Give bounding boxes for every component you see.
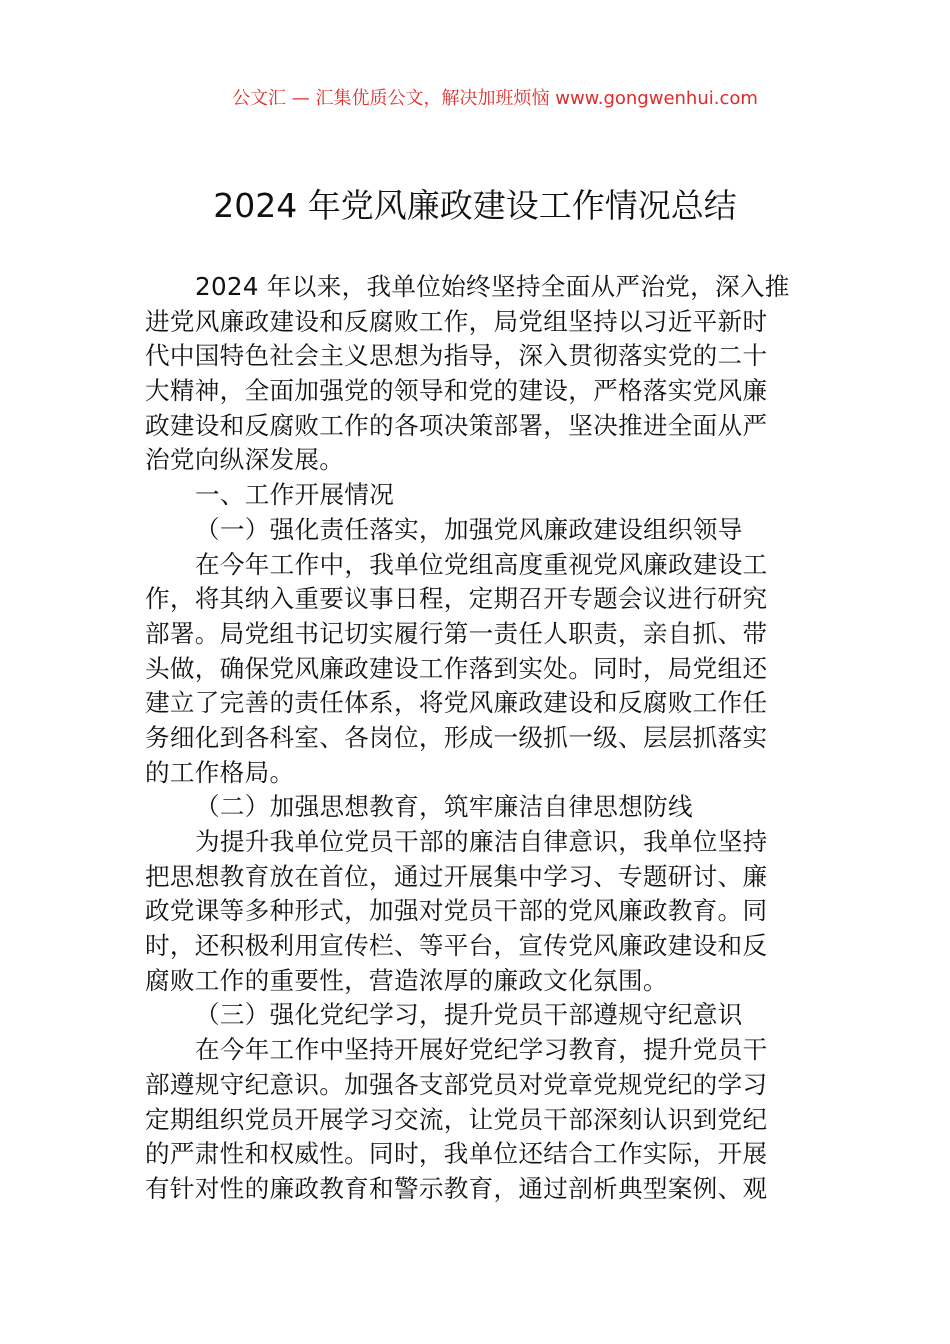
text-line: 作，将其纳入重要议事日程，定期召开专题会议进行研究 (145, 584, 768, 614)
text-line: 一、工作开展情况 (195, 480, 395, 510)
document-body (145, 270, 810, 1207)
text-line: 部遵规守纪意识。加强各支部党员对党章党规党纪的学习 (145, 1069, 768, 1099)
text-line: 为提升我单位党员干部的廉洁自律意识，我单位坚持 (195, 827, 768, 856)
text-line: 务细化到各科室、各岗位，形成一级抓一级、层层抓落实 (145, 722, 768, 752)
text-line: 政建设和反腐败工作的各项决策部署，坚决推进全面从严 (145, 410, 768, 440)
text-line: 2024 年以来，我单位始终坚持全面从严治党，深入推 (195, 272, 790, 301)
site-header-banner: 公文汇 — 汇集优质公文，解决加班烦恼 www.gongwenhui.com (232, 88, 758, 109)
text-line: 政党课等多种形式，加强对党员干部的党风廉政教育。同 (145, 896, 768, 926)
text-line: 在今年工作中坚持开展好党纪学习教育，提升党员干 (195, 1035, 768, 1065)
text-line: 进党风廉政建设和反腐败工作，局党组坚持以习近平新时 (145, 306, 768, 336)
text-line: （二）加强思想教育，筑牢廉洁自律思想防线 (195, 792, 693, 822)
text-line: 治党向纵深发展。 (145, 445, 345, 475)
text-line: （三）强化党纪学习，提升党员干部遵规守纪意识 (195, 1000, 743, 1030)
text-line: 大精神，全面加强党的领导和党的建设，严格落实党风廉 (145, 376, 768, 406)
text-line: （一）强化责任落实，加强党风廉政建设组织领导 (195, 514, 743, 544)
text-line: 腐败工作的重要性，营造浓厚的廉政文化氛围。 (145, 965, 668, 995)
text-line: 把思想教育放在首位，通过开展集中学习、专题研讨、廉 (145, 861, 768, 891)
text-line: 在今年工作中，我单位党组高度重视党风廉政建设工 (195, 549, 768, 579)
text-line: 部署。局党组书记切实履行第一责任人职责，亲自抓、带 (145, 618, 768, 648)
text-line: 的严肃性和权威性。同时，我单位还结合工作实际，开展 (145, 1139, 768, 1169)
text-line: 代中国特色社会主义思想为指导，深入贯彻落实党的二十 (145, 341, 768, 371)
text-line: 建立了完善的责任体系，将党风廉政建设和反腐败工作任 (145, 688, 768, 718)
text-line: 时，还积极利用宣传栏、等平台，宣传党风廉政建设和反 (145, 931, 768, 961)
text-line: 头做，确保党风廉政建设工作落到实处。同时，局党组还 (145, 653, 768, 683)
text-line: 的工作格局。 (145, 757, 295, 787)
text-line: 有针对性的廉政教育和警示教育，通过剖析典型案例、观 (145, 1173, 768, 1203)
text-line: 定期组织党员开展学习交流，让党员干部深刻认识到党纪 (145, 1104, 768, 1134)
document-title: 2024 年党风廉政建设工作情况总结 (213, 186, 737, 225)
